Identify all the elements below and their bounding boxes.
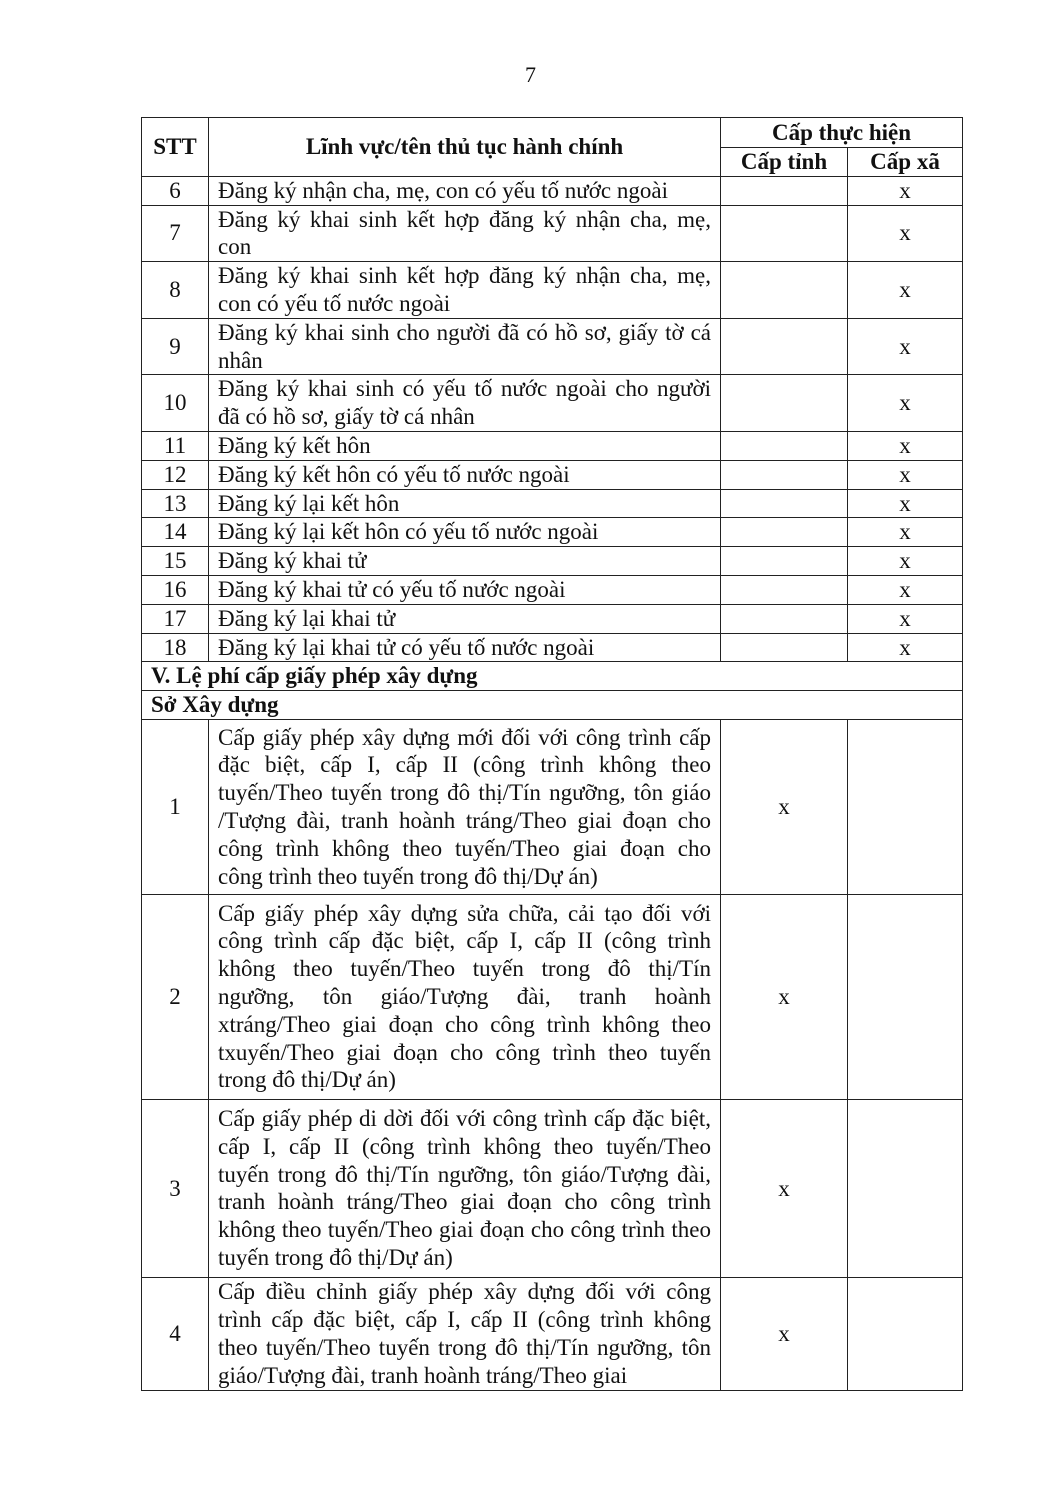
row-province-mark [721,604,848,633]
row-stt: 14 [142,518,209,547]
table-row [142,176,963,205]
table-row [142,489,963,518]
row-commune-mark: x [848,547,963,576]
row-stt: 1 [142,719,209,894]
row-commune-mark: x [848,318,963,375]
row-procedure-name: Đăng ký khai sinh cho người đã có hồ sơ, giấy tờ cá nhân [209,318,721,375]
row-stt: 9 [142,318,209,375]
row-stt: 10 [142,375,209,432]
row-province-mark [721,547,848,576]
row-procedure-name: Đăng ký lại kết hôn [209,489,721,518]
table-row [142,460,963,489]
row-province-mark [721,176,848,205]
row-procedure-name: Đăng ký lại kết hôn có yếu tố nước ngoài [209,518,721,547]
row-commune-mark: x [848,575,963,604]
row-stt: 3 [142,1099,209,1277]
table-row [142,262,963,319]
row-province-mark: x [721,1277,848,1390]
row-commune-mark: x [848,489,963,518]
row-commune-mark: x [848,431,963,460]
row-stt: 11 [142,431,209,460]
row-commune-mark: x [848,518,963,547]
table-row [142,1099,963,1277]
row-commune-mark: x [848,604,963,633]
row-commune-mark: x [848,633,963,662]
page-number: 7 [525,62,536,87]
row-province-mark [721,518,848,547]
row-procedure-name: Cấp điều chỉnh giấy phép xây dựng đối với công trình cấp đặc biệt, cấp I, cấp II (công trình không theo tuyến/Theo tuyến trong đô thị/Tín ngưỡng, tôn giáo/Tượng đài, tranh hoành tráng/Theo giai [209,1277,721,1390]
row-stt: 7 [142,205,209,262]
table-row [142,205,963,262]
row-procedure-name: Đăng ký khai sinh có yếu tố nước ngoài cho người đã có hồ sơ, giấy tờ cá nhân [209,375,721,432]
row-province-mark [721,205,848,262]
row-province-mark [721,633,848,662]
table-row [142,518,963,547]
row-province-mark [721,489,848,518]
row-procedure-name: Cấp giấy phép xây dựng sửa chữa, cải tạo đối với công trình cấp đặc biệt, cấp I, cấp II (công trình không theo tuyến/Theo tuyến trong đô thị/Tín ngưỡng, tôn giáo/Tượng đài, tranh hoành xtráng/Theo giai đoạn cho công trình không theo txuyến/Theo giai đoạn cho công trình theo tuyến trong đô thị/Dự án) [209,894,721,1099]
row-procedure-name: Đăng ký kết hôn [209,431,721,460]
row-stt: 12 [142,460,209,489]
row-procedure-name: Đăng ký lại khai tử có yếu tố nước ngoài [209,633,721,662]
table-row [142,375,963,432]
procedure-table [141,117,963,1391]
row-province-mark [721,318,848,375]
table-row [142,547,963,576]
row-province-mark [721,431,848,460]
header-implementation-level: Cấp thực hiện [721,118,963,148]
row-procedure-name: Đăng ký khai sinh kết hợp đăng ký nhận cha, mẹ, con có yếu tố nước ngoài [209,262,721,319]
row-stt: 13 [142,489,209,518]
row-commune-mark: x [848,262,963,319]
row-commune-mark: x [848,176,963,205]
row-procedure-name: Đăng ký khai tử có yếu tố nước ngoài [209,575,721,604]
row-stt: 6 [142,176,209,205]
row-stt: 8 [142,262,209,319]
row-commune-mark: x [848,375,963,432]
row-province-mark [721,375,848,432]
table-row [142,431,963,460]
row-stt: 18 [142,633,209,662]
row-commune-mark [848,719,963,894]
row-stt: 16 [142,575,209,604]
row-province-mark [721,575,848,604]
table-row [142,1277,963,1390]
row-procedure-name: Đăng ký kết hôn có yếu tố nước ngoài [209,460,721,489]
row-procedure-name: Đăng ký khai sinh kết hợp đăng ký nhận cha, mẹ, con [209,205,721,262]
row-stt: 15 [142,547,209,576]
table-row [142,719,963,894]
row-stt: 4 [142,1277,209,1390]
header-commune-level: Cấp xã [848,148,963,177]
header-province-level: Cấp tỉnh [721,148,848,177]
table-row [142,604,963,633]
row-province-mark: x [721,1099,848,1277]
row-procedure-name: Đăng ký lại khai tử [209,604,721,633]
header-stt: STT [142,118,209,177]
row-commune-mark [848,1277,963,1390]
header-procedure-name: Lĩnh vực/tên thủ tục hành chính [209,118,721,177]
row-commune-mark: x [848,460,963,489]
table-row [142,633,963,662]
section-title: V. Lệ phí cấp giấy phép xây dựng [142,662,963,691]
row-province-mark [721,460,848,489]
row-province-mark: x [721,719,848,894]
row-procedure-name: Cấp giấy phép di dời đối với công trình cấp đặc biệt, cấp I, cấp II (công trình không theo tuyến/Theo tuyến trong đô thị/Tín ngưỡng, tôn giáo/Tượng đài, tranh hoành tráng/Theo giai đoạn cho công trình không theo tuyến/Theo giai đoạn cho công trình theo tuyến trong đô thị/Dự án) [209,1099,721,1277]
row-commune-mark [848,894,963,1099]
row-procedure-name: Cấp giấy phép xây dựng mới đối với công trình cấp đặc biệt, cấp I, cấp II (công trình không theo tuyến/Theo tuyến trong đô thị/Tín ngưỡng, tôn giáo /Tượng đài, tranh hoành tráng/Theo giai đoạn cho công trình không theo tuyến/Theo giai đoạn cho công trình theo tuyến trong đô thị/Dự án) [209,719,721,894]
row-procedure-name: Đăng ký nhận cha, mẹ, con có yếu tố nước ngoài [209,176,721,205]
row-province-mark: x [721,894,848,1099]
row-commune-mark: x [848,205,963,262]
row-province-mark [721,262,848,319]
table-row [142,575,963,604]
row-stt: 17 [142,604,209,633]
row-commune-mark [848,1099,963,1277]
table-row [142,894,963,1099]
subsection-title: Sở Xây dựng [142,691,963,720]
row-stt: 2 [142,894,209,1099]
row-procedure-name: Đăng ký khai tử [209,547,721,576]
table-row [142,318,963,375]
